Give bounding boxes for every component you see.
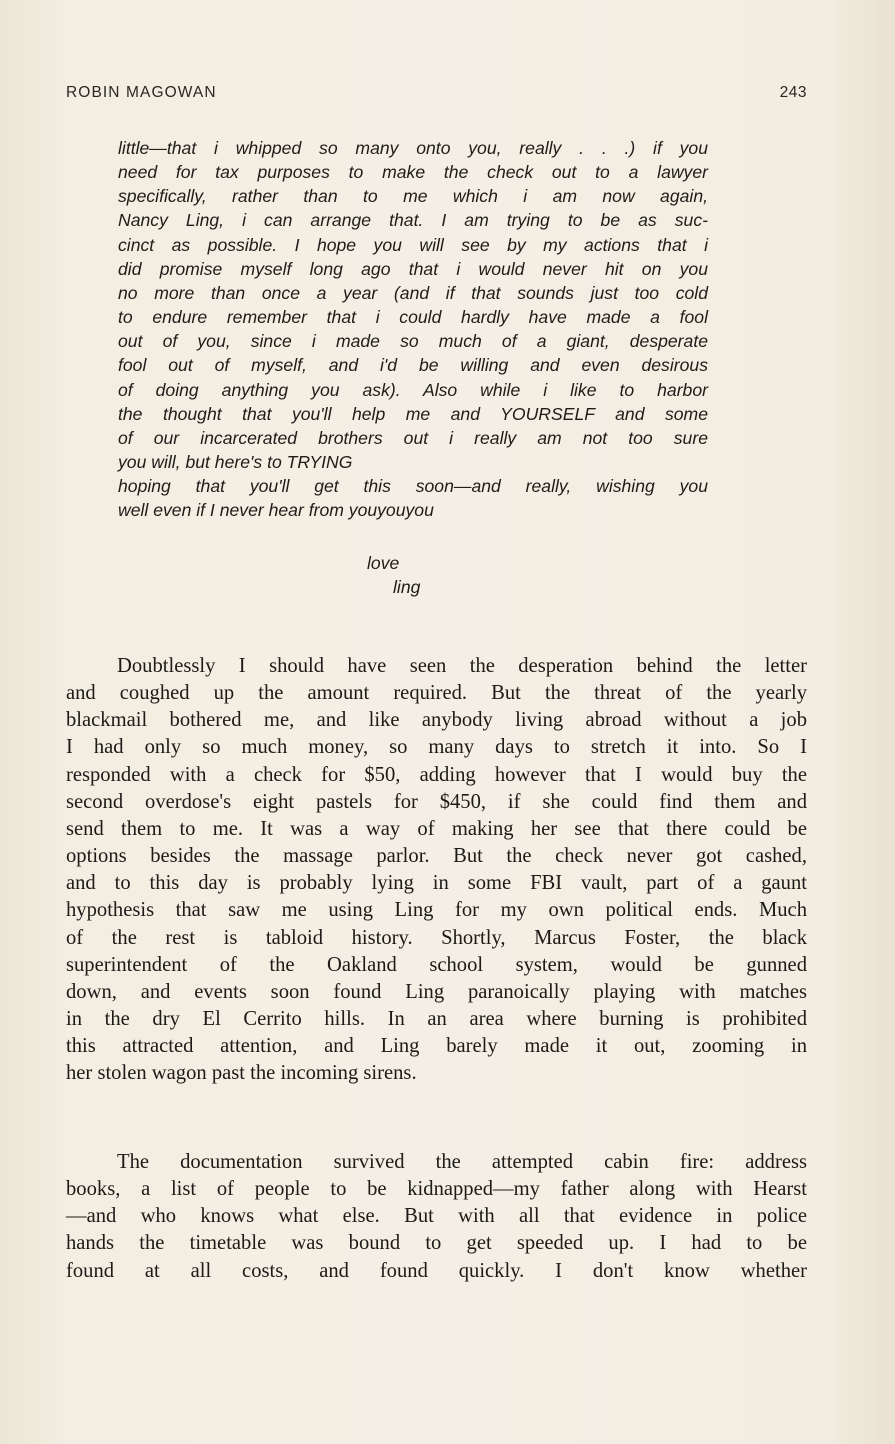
paragraph-line: superintendent of the Oakland school system, would be gunned bbox=[66, 953, 807, 976]
letter-line: specifically, rather than to me which i am now again, bbox=[118, 186, 708, 207]
letter-line: did promise myself long ago that i would never hit on you bbox=[118, 258, 708, 279]
paragraph-line: options besides the massage parlor. But the check never got cashed, bbox=[66, 845, 807, 868]
page-number: 243 bbox=[779, 84, 807, 101]
paragraph-line: hypothesis that saw me using Ling for my own political ends. Much bbox=[66, 899, 807, 922]
paragraph-line: blackmail bothered me, and like anybody living abroad without a job bbox=[66, 709, 807, 732]
quoted-letter bbox=[118, 136, 708, 523]
letter-line: Nancy Ling, i can arrange that. I am trying to be as suc- bbox=[118, 210, 708, 231]
paragraph-line: this attracted attention, and Ling barely made it out, zooming in bbox=[66, 1035, 807, 1058]
paragraph-line: down, and events soon found Ling paranoically playing with matches bbox=[66, 980, 807, 1003]
paragraph-line: I had only so much money, so many days to stretch it into. So I bbox=[66, 736, 807, 759]
letter-line: of doing anything you ask). Also while i like to harbor bbox=[118, 379, 708, 400]
body-paragraph-1 bbox=[66, 653, 807, 1088]
letter-line: the thought that you'll help me and YOURSELF and some bbox=[118, 403, 708, 424]
paragraph-line: The documentation survived the attempted cabin fire: address bbox=[117, 1151, 807, 1173]
running-head bbox=[66, 84, 807, 108]
letter-line: no more than once a year (and if that sounds just too cold bbox=[118, 282, 708, 303]
paragraph-line: of the rest is tabloid history. Shortly, Marcus Foster, the black bbox=[66, 926, 807, 949]
letter-line: out of you, since i made so much of a giant, desperate bbox=[118, 331, 708, 352]
paragraph-line: books, a list of people to be kidnapped—my father along with Hearst bbox=[66, 1178, 807, 1201]
letter-line: you will, but here's to TRYING bbox=[118, 452, 353, 473]
paragraph-line: second overdose's eight pastels for $450, if she could find them and bbox=[66, 790, 807, 813]
paragraph-line: her stolen wagon past the incoming sirens. bbox=[66, 1062, 417, 1085]
letter-line: well even if I never hear from youyouyou bbox=[118, 500, 434, 521]
paragraph-line: hands the timetable was bound to get speeded up. I had to be bbox=[66, 1232, 807, 1255]
running-head-author: ROBIN MAGOWAN bbox=[66, 84, 217, 101]
letter-line: need for tax purposes to make the check out to a lawyer bbox=[118, 162, 708, 183]
body-paragraph-2 bbox=[66, 1149, 807, 1285]
paragraph-line: —and who knows what else. But with all that evidence in police bbox=[66, 1205, 807, 1228]
letter-line: fool out of myself, and i'd be willing and even desirous bbox=[118, 355, 708, 376]
paragraph-line: and coughed up the amount required. But the threat of the yearly bbox=[66, 682, 807, 705]
paragraph-line: send them to me. It was a way of making her see that there could be bbox=[66, 817, 807, 840]
paragraph-line: and to this day is probably lying in some FBI vault, part of a gaunt bbox=[66, 872, 807, 895]
letter-line: to endure remember that i could hardly have made a fool bbox=[118, 307, 708, 328]
paragraph-line: responded with a check for $50, adding however that I would buy the bbox=[66, 763, 807, 786]
paragraph-line: in the dry El Cerrito hills. In an area where burning is prohibited bbox=[66, 1008, 807, 1031]
letter-signature: ling bbox=[393, 577, 421, 597]
letter-line: of our incarcerated brothers out i really am not too sure bbox=[118, 427, 708, 448]
letter-closing: love bbox=[367, 553, 400, 573]
letter-line: hoping that you'll get this soon—and really, wishing you bbox=[118, 476, 708, 497]
letter-line: cinct as possible. I hope you will see by my actions that i bbox=[118, 234, 708, 255]
letter-line: little—that i whipped so many onto you, really . . .) if you bbox=[118, 138, 708, 158]
paragraph-line: Doubtlessly I should have seen the desperation behind the letter bbox=[117, 655, 807, 677]
paragraph-line: found at all costs, and found quickly. I don't know whether bbox=[66, 1259, 807, 1282]
